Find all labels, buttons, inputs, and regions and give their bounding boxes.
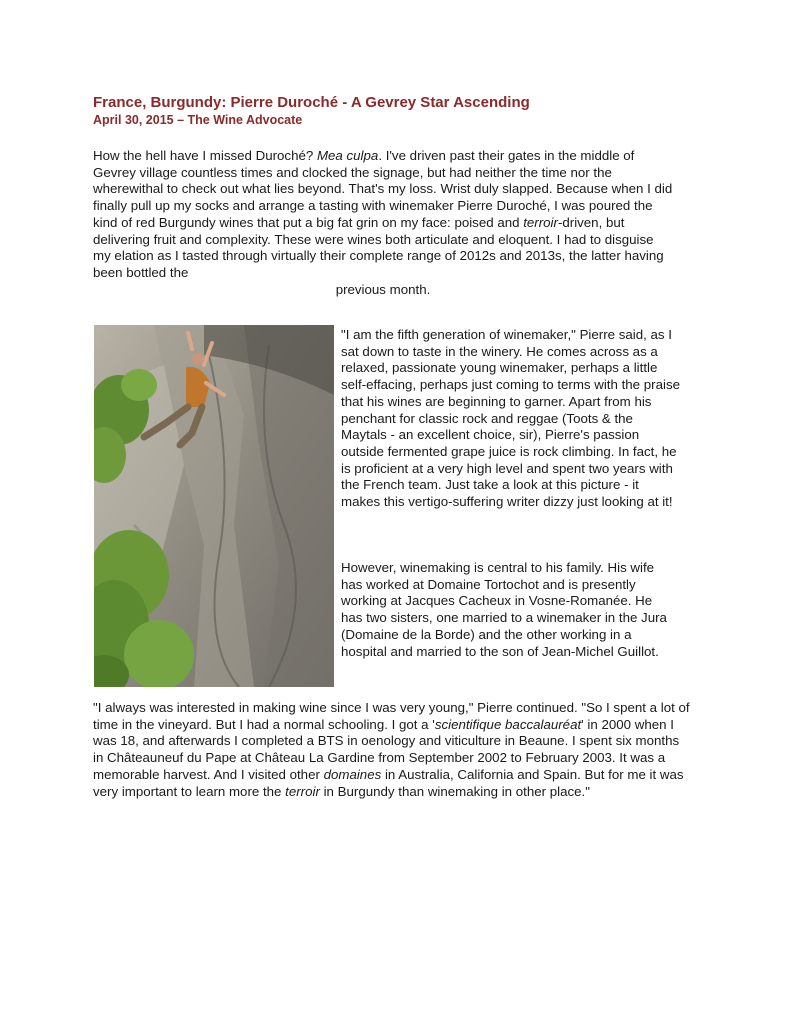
p4-text-4: in Burgundy than winemaking in other place."	[319, 783, 590, 799]
p1-italic-terroir: terroir	[523, 214, 558, 230]
p1-italic-mea-culpa: Mea culpa	[316, 148, 379, 163]
paragraph-family: However, winemaking is central to his family. His wife has worked at Domaine Tortochot and is presently working at Jacques Cacheux in Vosne-Romanée. He has two sisters, one married to a winemaker in the Jura (Domaine de la Borde) and the other working in a hospital and married to the son of Jean-Michel Guillot.	[341, 560, 667, 659]
paragraph-intro	[93, 148, 673, 298]
p1-text-4: previous month.	[335, 281, 431, 297]
paragraph-education	[93, 700, 693, 800]
article-title: France, Burgundy: Pierre Duroché - A Gevrey Star Ascending	[93, 94, 530, 111]
rock-climber-photo	[94, 325, 334, 687]
p1-text-2: . I've driven past their gates in the middle of Gevrey village countless times and clocked the signage, but had neither the time nor the wherewithal to check out what lies beyond. That's my loss. Wrist duly slapped. Because when I did finally pull up my socks and arrange a tasting with winemaker Pierre Duroché, I was poured the kind of red Burgundy wines that put a big fat grin on my face: poised and	[93, 148, 673, 230]
p1-text-3: -driven, but delivering fruit and complexity. These were wines both articulate and eloquent. I had to disguise my elation as I tasted through virtually their complete range of 2012s and 2013s, the latter having been bottled the	[93, 214, 664, 280]
p4-italic-baccalaureat: scientifique baccalauréat	[434, 716, 582, 732]
p4-text-2: ' in 2000 when I was 18, and afterwards I completed a BTS in oenology and viticulture in Beaune. I spent six months in Châteauneuf du Pape at Château La Gardine from September 2002 to February 2003. It was a memorable harvest. And I visited other	[93, 716, 680, 782]
article-dateline: April 30, 2015 – The Wine Advocate	[93, 113, 303, 127]
paragraph-pierre-intro: "I am the fifth generation of winemaker," Pierre said, as I sat down to taste in the winery. He comes across as a relaxed, passionate young winemaker, perhaps a little self-effacing, perhaps just coming to terms with the praise that his wines are beginning to garner. Apart from his penchant for classic rock and reggae (Toots & the Maytals - an excellent choice, sir), Pierre's passion outside fermented grape juice is rock climbing. In fact, he is proficient at a very high level and spent two years with the French team. Just take a look at this picture - it makes this vertigo-suffering writer dizzy just looking at it!	[341, 327, 680, 510]
p4-italic-domaines: domaines	[323, 766, 382, 782]
p4-text-1: "I always was interested in making wine since I was very young," Pierre continued. "So I spent a lot of time in the vineyard. But I had a normal schooling. I got a '	[93, 700, 690, 732]
p1-text-1: How the hell have I missed Duroché?	[93, 148, 317, 163]
p4-text-3: in Australia, California and Spain. But for me it was very important to learn more the	[93, 766, 684, 799]
p4-italic-terroir: terroir	[285, 783, 320, 799]
